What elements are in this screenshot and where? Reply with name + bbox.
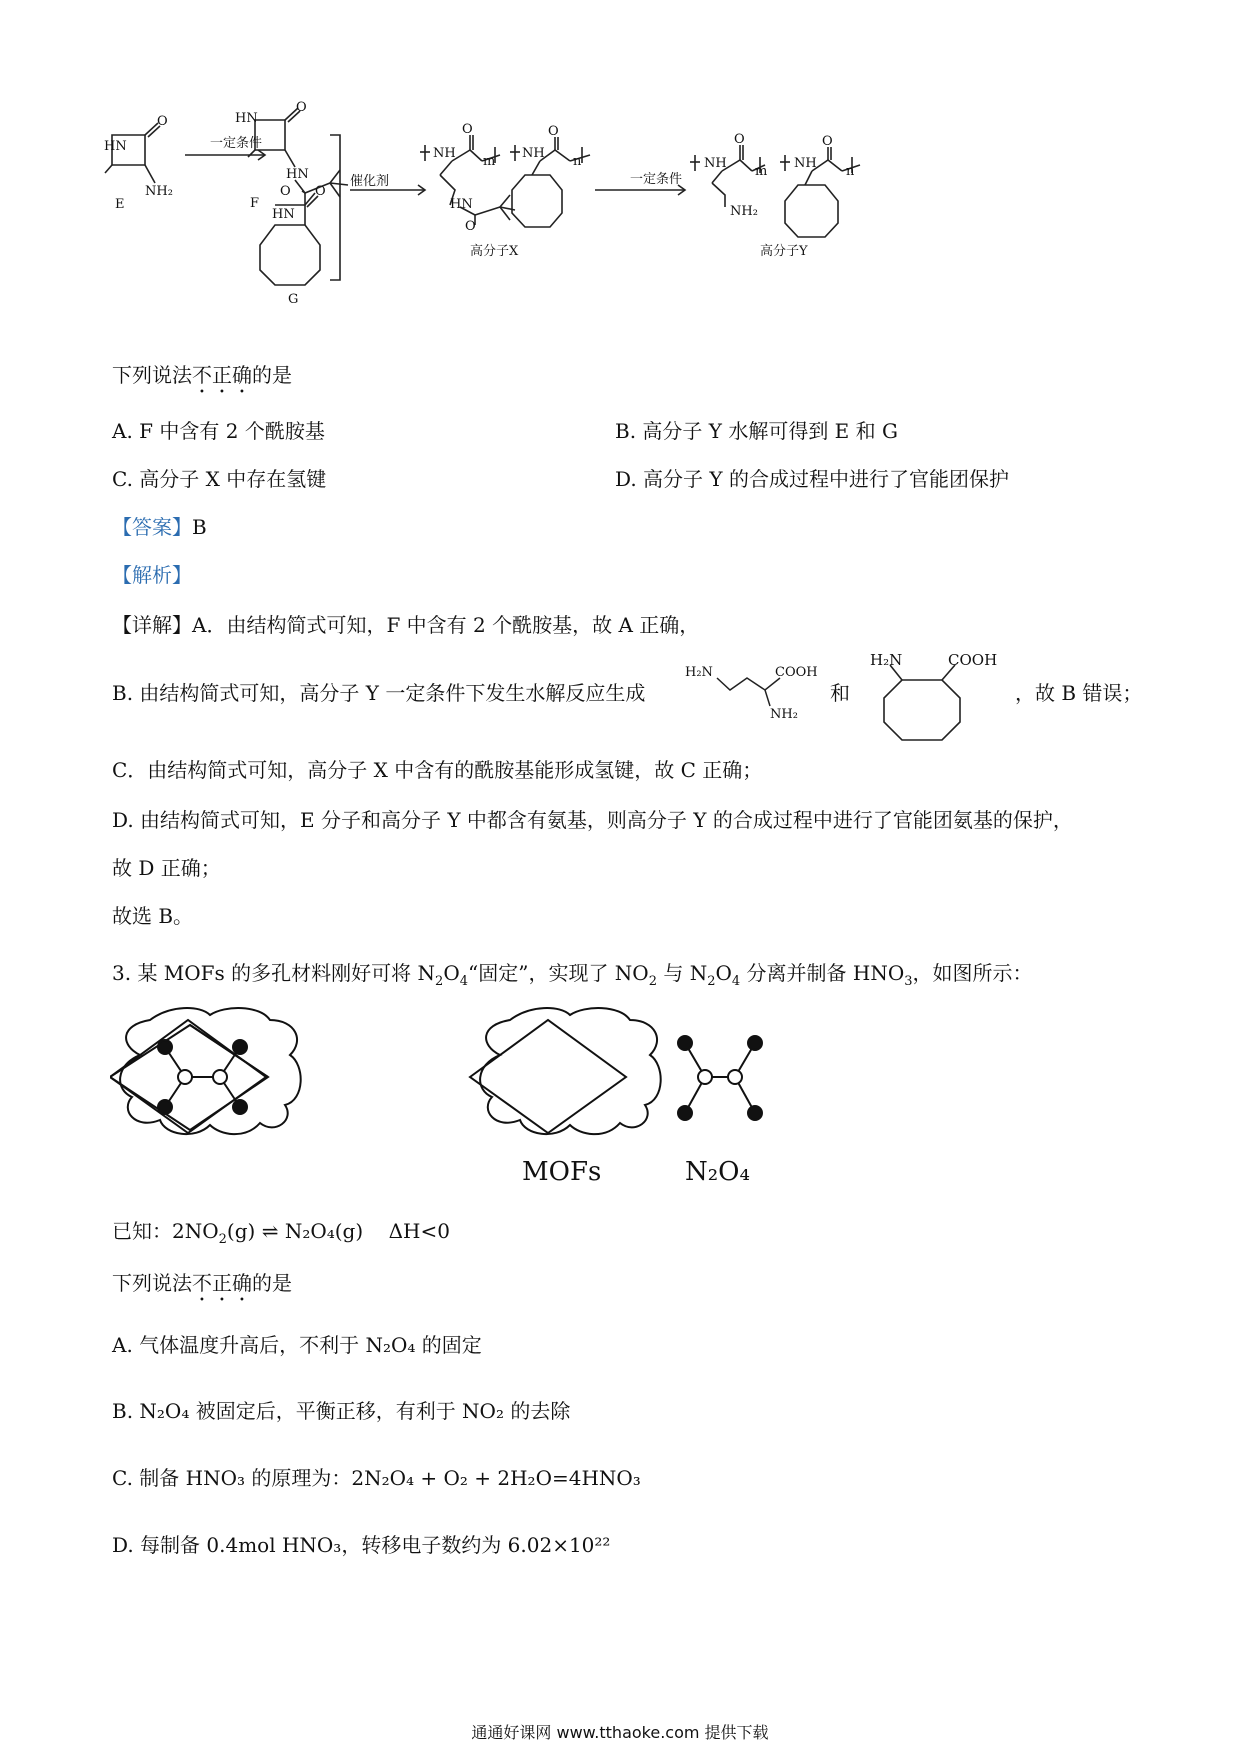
prod1-cooh: COOH — [775, 665, 818, 680]
conclusion: 故选 B。 — [112, 904, 194, 928]
q3-prompt: 下列说法不正确的是 — [112, 1271, 292, 1295]
q3-stem: 3. 某 MOFs 的多孔材料刚好可将 $N_2O_4“$固定”，实现了 $NO_2$ 与 $N_2O_4$ 分离并制备 $HNO_3$，如图所示： — [112, 961, 1033, 989]
known-equation: 已知：$2NO_2(g)$ ⇌ N₂O₄(g) ΔH<0 — [112, 1219, 450, 1247]
atom-o-x2: O — [465, 219, 476, 234]
label-n2o4: N₂O₄ — [685, 1157, 750, 1187]
atom-o-f: O — [296, 100, 307, 115]
atom-hn-x: HN — [450, 197, 473, 212]
atom-nh-y2: NH — [794, 156, 817, 171]
answer-line: 【答案】B — [112, 515, 207, 539]
atom-hn-g: HN — [272, 207, 295, 222]
footer-text: 通通好课网 www.tthaoke.com 提供下载 — [471, 1723, 769, 1742]
arrow2-label: 催化剂 — [350, 174, 390, 189]
q2-option-b: B. 高分子 Y 水解可得到 E 和 G — [615, 419, 898, 443]
atom-hn-f: HN — [235, 111, 258, 126]
atom-nh2-y: NH₂ — [730, 204, 758, 219]
q2-option-d: D. 高分子 Y 的合成过程中进行了官能团保护 — [615, 467, 1009, 491]
reaction-scheme — [100, 95, 1000, 310]
detail-c: C．由结构简式可知，高分子 X 中含有的酰胺基能形成氢键，故 C 正确； — [112, 758, 763, 782]
q3-option-a: A. 气体温度升高后，不利于 N₂O₄ 的固定 — [112, 1333, 482, 1357]
arrow3-label: 一定条件 — [630, 172, 683, 187]
prod1-nh2: NH₂ — [770, 707, 798, 720]
atom-o-y1: O — [734, 132, 745, 147]
label-g: G — [288, 292, 299, 307]
q3-option-c: C. 制备 HNO₃ 的原理为：2N₂O₄ + O₂ + 2H₂O=4HNO₃ — [112, 1466, 641, 1490]
label-mofs: MOFs — [522, 1157, 602, 1187]
prod1-h2n: H₂N — [685, 665, 713, 680]
label-x: 高分子X — [470, 244, 519, 259]
q2-option-a: A. F 中含有 2 个酰胺基 — [112, 419, 325, 443]
atom-o-f2: O — [280, 184, 291, 199]
detail-b-and: 和 — [830, 681, 850, 705]
q3-option-d: D. 每制备 0.4mol HNO₃，转移电子数约为 6.02×10²² — [112, 1533, 611, 1557]
atom-hn-e: HN — [104, 139, 127, 154]
label-y: 高分子Y — [760, 244, 808, 259]
label-e: E — [115, 197, 125, 212]
q2-prompt: 下列说法不正确的是 — [112, 363, 292, 387]
detail-d2: 故 D 正确； — [112, 856, 221, 880]
q2-option-c: C. 高分子 X 中存在氢键 — [112, 467, 327, 491]
atom-o-y2: O — [822, 134, 833, 149]
atom-nh-x: NH — [433, 146, 456, 161]
detail-b-post: ，故 B 错误； — [1015, 681, 1143, 705]
atom-o-g: O — [315, 184, 326, 199]
mofs-figure — [110, 1005, 790, 1190]
prod2-h2n: H₂N — [870, 651, 903, 669]
sub-m-y: m — [755, 164, 768, 179]
atom-hn-f2: HN — [286, 167, 309, 182]
atom-o-x1: O — [462, 122, 473, 137]
analysis-tag: 【解析】 — [112, 563, 192, 587]
product-alanine-derivative — [685, 660, 825, 720]
sub-n-x: n — [573, 154, 582, 169]
atom-o-x3: O — [548, 124, 559, 139]
atom-nh2-e: NH₂ — [145, 184, 173, 199]
atom-nh-y: NH — [704, 156, 727, 171]
label-f: F — [250, 196, 260, 211]
prod2-cooh: COOH — [948, 651, 998, 669]
detail-b-pre: B. 由结构简式可知，高分子 Y 一定条件下发生水解反应生成 — [112, 681, 646, 705]
sub-n-y: n — [846, 164, 855, 179]
atom-o-e: O — [157, 114, 168, 129]
arrow1-label: 一定条件 — [210, 136, 263, 151]
detail-a: 【详解】A．由结构简式可知，F 中含有 2 个酰胺基，故 A 正确， — [112, 613, 700, 637]
atom-nh-x2: NH — [522, 146, 545, 161]
sub-m-x: m — [483, 154, 496, 169]
q3-option-b: B. N₂O₄ 被固定后，平衡正移，有利于 NO₂ 的去除 — [112, 1399, 571, 1423]
detail-d1: D. 由结构简式可知，E 分子和高分子 Y 中都含有氨基，则高分子 Y 的合成过程中进行了官能团氨基的保护， — [112, 808, 1073, 832]
product-cyclooctane-amino-acid — [860, 650, 1010, 750]
